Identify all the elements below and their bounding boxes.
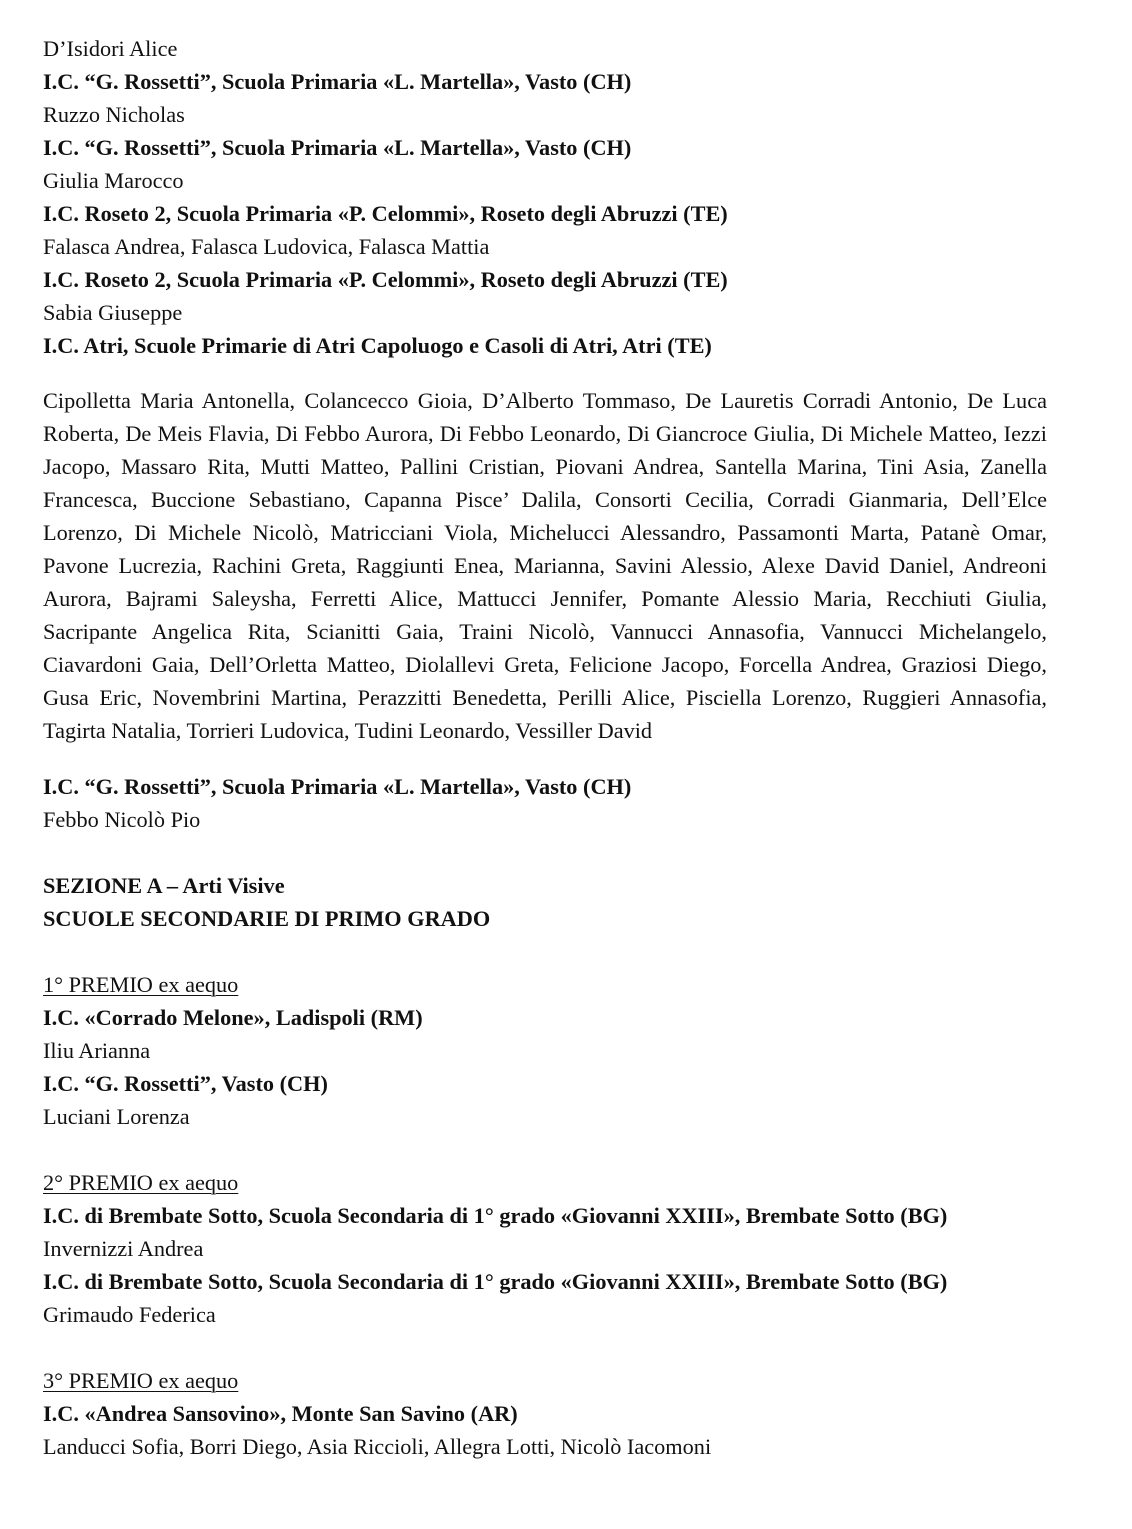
student-names: Iliu Arianna bbox=[43, 1037, 151, 1063]
school-name: I.C. “G. Rossetti”, Vasto (CH) bbox=[43, 1070, 328, 1096]
school-name: I.C. “G. Rossetti”, Scuola Primaria «L. Martella», Vasto (CH) bbox=[43, 69, 632, 94]
spacer bbox=[43, 935, 1047, 968]
student-names: Grimaudo Federica bbox=[43, 1301, 216, 1327]
section-subtitle: SCUOLE SECONDARIE DI PRIMO GRADO bbox=[43, 905, 491, 931]
school-name: I.C. di Brembate Sotto, Scuola Secondaria di 1° grado «Giovanni XXIII», Brembate Sotto (BG) bbox=[43, 1268, 948, 1294]
student-names: D’Isidori Alice bbox=[43, 36, 178, 61]
school-name: I.C. «Corrado Melone», Ladispoli (RM) bbox=[43, 1004, 423, 1030]
school-name: I.C. «Andrea Sansovino», Monte San Savino (AR) bbox=[43, 1400, 518, 1426]
document-page bbox=[43, 32, 1047, 1463]
school-name: I.C. Atri, Scuole Primarie di Atri Capoluogo e Casoli di Atri, Atri (TE) bbox=[43, 333, 712, 358]
prize-group-1 bbox=[43, 968, 1047, 1133]
student-names: Luciani Lorenza bbox=[43, 1103, 190, 1129]
spacer bbox=[43, 836, 1047, 869]
student-names: Falasca Andrea, Falasca Ludovica, Falasca Mattia bbox=[43, 234, 490, 259]
student-names: Febbo Nicolò Pio bbox=[43, 806, 201, 832]
prize-label: 2° PREMIO ex aequo bbox=[43, 1169, 239, 1195]
prize-group-3 bbox=[43, 1364, 1047, 1463]
student-names: Landucci Sofia, Borri Diego, Asia Riccioli, Allegra Lotti, Nicolò Iacomoni bbox=[43, 1433, 712, 1459]
student-names-list: Cipolletta Maria Antonella, Colancecco Gioia, D’Alberto Tommaso, De Lauretis Corradi Antonio, De Luca Roberta, De Meis Flavia, Di Febbo Aurora, Di Febbo Leonardo, Di Giancroce Giulia, Di Michele Matteo, Iezzi Jacopo, Massaro Rita, Mutti Matteo, Pallini Cristian, Piovani Andrea, Santella Marina, Tini Asia, Zanella Francesca, Buccione Sebastiano, Capanna Pisce’ Dalila, Consorti Cecilia, Corradi Gianmaria, Dell’Elce Lorenzo, Di Michele Nicolò, Matricciani Viola, Michelucci Alessandro, Passamonti Marta, Patanè Omar, Pavone Lucrezia, Rachini Greta, Raggiunti Enea, Marianna, Savini Alessio, Alexe David Daniel, Andreoni Aurora, Bajrami Saleysha, Ferretti Alice, Mattucci Jennifer, Pomante Alessio Maria, Recchiuti Giulia, Sacripante Angelica Rita, Scianitti Gaia, Traini Nicolò, Vannucci Annasofia, Vannucci Michelangelo, Ciavardoni Gaia, Dell’Orletta Matteo, Diolallevi Greta, Felicione Jacopo, Forcella Andrea, Graziosi Diego, Gusa Eric, Novembrini Martina, Perazzitti Benedetta, Perilli Alice, Pisciella Lorenzo, Ruggieri Annasofia, Tagirta Natalia, Torrieri Ludovica, Tudini Leonardo, Vessiller David bbox=[43, 388, 1047, 744]
school-name: I.C. “G. Rossetti”, Scuola Primaria «L. Martella», Vasto (CH) bbox=[43, 773, 632, 799]
prize-label: 1° PREMIO ex aequo bbox=[43, 971, 239, 997]
school-name: I.C. Roseto 2, Scuola Primaria «P. Celommi», Roseto degli Abruzzi (TE) bbox=[43, 267, 728, 292]
school-name: I.C. “G. Rossetti”, Scuola Primaria «L. Martella», Vasto (CH) bbox=[43, 135, 632, 160]
school-name: I.C. di Brembate Sotto, Scuola Secondaria di 1° grado «Giovanni XXIII», Brembate Sotto (BG) bbox=[43, 1202, 948, 1228]
student-names: Ruzzo Nicholas bbox=[43, 102, 185, 127]
section-title: SEZIONE A – Arti Visive bbox=[43, 872, 285, 898]
student-names: Invernizzi Andrea bbox=[43, 1235, 204, 1261]
prize-label: 3° PREMIO ex aequo bbox=[43, 1367, 239, 1393]
spacer bbox=[43, 1133, 1047, 1166]
student-names: Giulia Marocco bbox=[43, 168, 184, 193]
student-names: Sabia Giuseppe bbox=[43, 300, 183, 325]
prize-group-2 bbox=[43, 1166, 1047, 1331]
school-name: I.C. Roseto 2, Scuola Primaria «P. Celommi», Roseto degli Abruzzi (TE) bbox=[43, 201, 728, 226]
spacer bbox=[43, 1331, 1047, 1364]
